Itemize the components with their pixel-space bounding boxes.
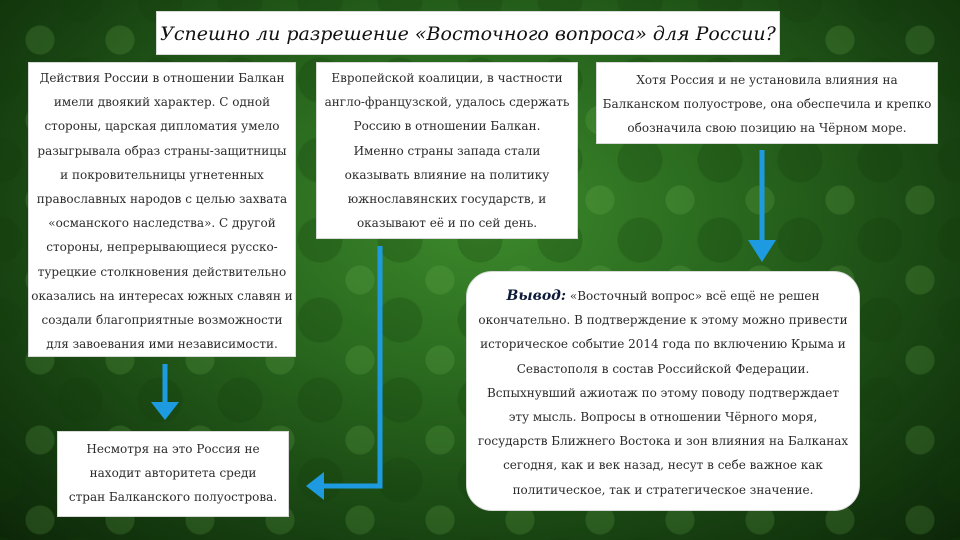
- conclusion-line: окончательно. В подтверждение к этому можно привести: [478, 313, 848, 328]
- bottom-left-line: Несмотря на это Россия не: [86, 442, 260, 456]
- right-line: обозначила свою позицию на Чёрном море.: [627, 121, 907, 136]
- page-title: Успешно ли разрешение «Восточного вопроса» для России?: [156, 11, 780, 55]
- conclusion-first-text: «Восточный вопрос» всё ещё не решен: [569, 289, 820, 303]
- left-line: православных народов с целью захвата: [36, 192, 288, 207]
- arrow-down-right-head: [748, 240, 776, 262]
- arrow-middle-shaft: [322, 246, 380, 486]
- middle-line: оказывают её и по сей день.: [356, 216, 538, 231]
- middle-line: англо-французской, удалось сдержать: [324, 95, 570, 110]
- arrow-down-left-head: [151, 402, 179, 420]
- bottom-left-line: находит авторитета среди: [89, 466, 257, 481]
- left-line: имели двоякий характер. С одной: [53, 95, 271, 110]
- conclusion-line: эту мысль. Вопросы в отношении Чёрного моря,: [508, 410, 818, 425]
- middle-line: Именно страны запада стали: [353, 143, 541, 158]
- conclusion-label: Вывод:: [506, 288, 567, 304]
- arrow-middle-head: [306, 472, 324, 500]
- middle-line: Европейской коалиции, в частности: [331, 71, 563, 85]
- right-line: Балканском полуострове, она обеспечила и крепко: [602, 97, 932, 112]
- left-line: Действия России в отношении Балкан: [39, 71, 285, 85]
- conclusion-line: сегодня, как и век назад, несут в себе важное как: [503, 458, 823, 473]
- left-line: и покровительницы угнетенных: [60, 167, 264, 182]
- right-line: Хотя Россия и не установила влияния на: [636, 73, 898, 87]
- conclusion-line: государств Ближнего Востока и зон влияния на Балканах: [477, 434, 849, 449]
- bottom-left-line: стран Балканского полуострова.: [68, 490, 278, 505]
- left-line: стороны, непрерывающиеся русско-: [46, 240, 278, 255]
- left-line: создали благоприятные возможности: [41, 313, 283, 328]
- left-line: для завоевания ими независимости.: [46, 337, 278, 352]
- left-line: стороны, царская дипломатия умело: [44, 119, 280, 134]
- left-line: турецкие столкновения действительно: [37, 264, 287, 279]
- left-line: оказались на интересах южных славян и: [31, 288, 293, 303]
- middle-line: Россию в отношении Балкан.: [353, 119, 541, 134]
- conclusion-line: политическое, так и стратегическое значение.: [512, 482, 814, 497]
- conclusion-line: историческое событие 2014 года по включению Крыма и: [480, 337, 846, 352]
- conclusion-line: Севастополя в состав Российской Федерации.: [516, 361, 810, 376]
- left-line: разыгрывала образ страны-защитницы: [37, 143, 287, 158]
- middle-line: южнославянских государств, и: [347, 192, 547, 207]
- conclusion-line: Вспыхнувший ажиотаж по этому поводу подтверждает: [486, 385, 840, 400]
- middle-line: оказывать влияние на политику: [344, 167, 550, 182]
- left-line: «османского наследства». С другой: [48, 216, 276, 231]
